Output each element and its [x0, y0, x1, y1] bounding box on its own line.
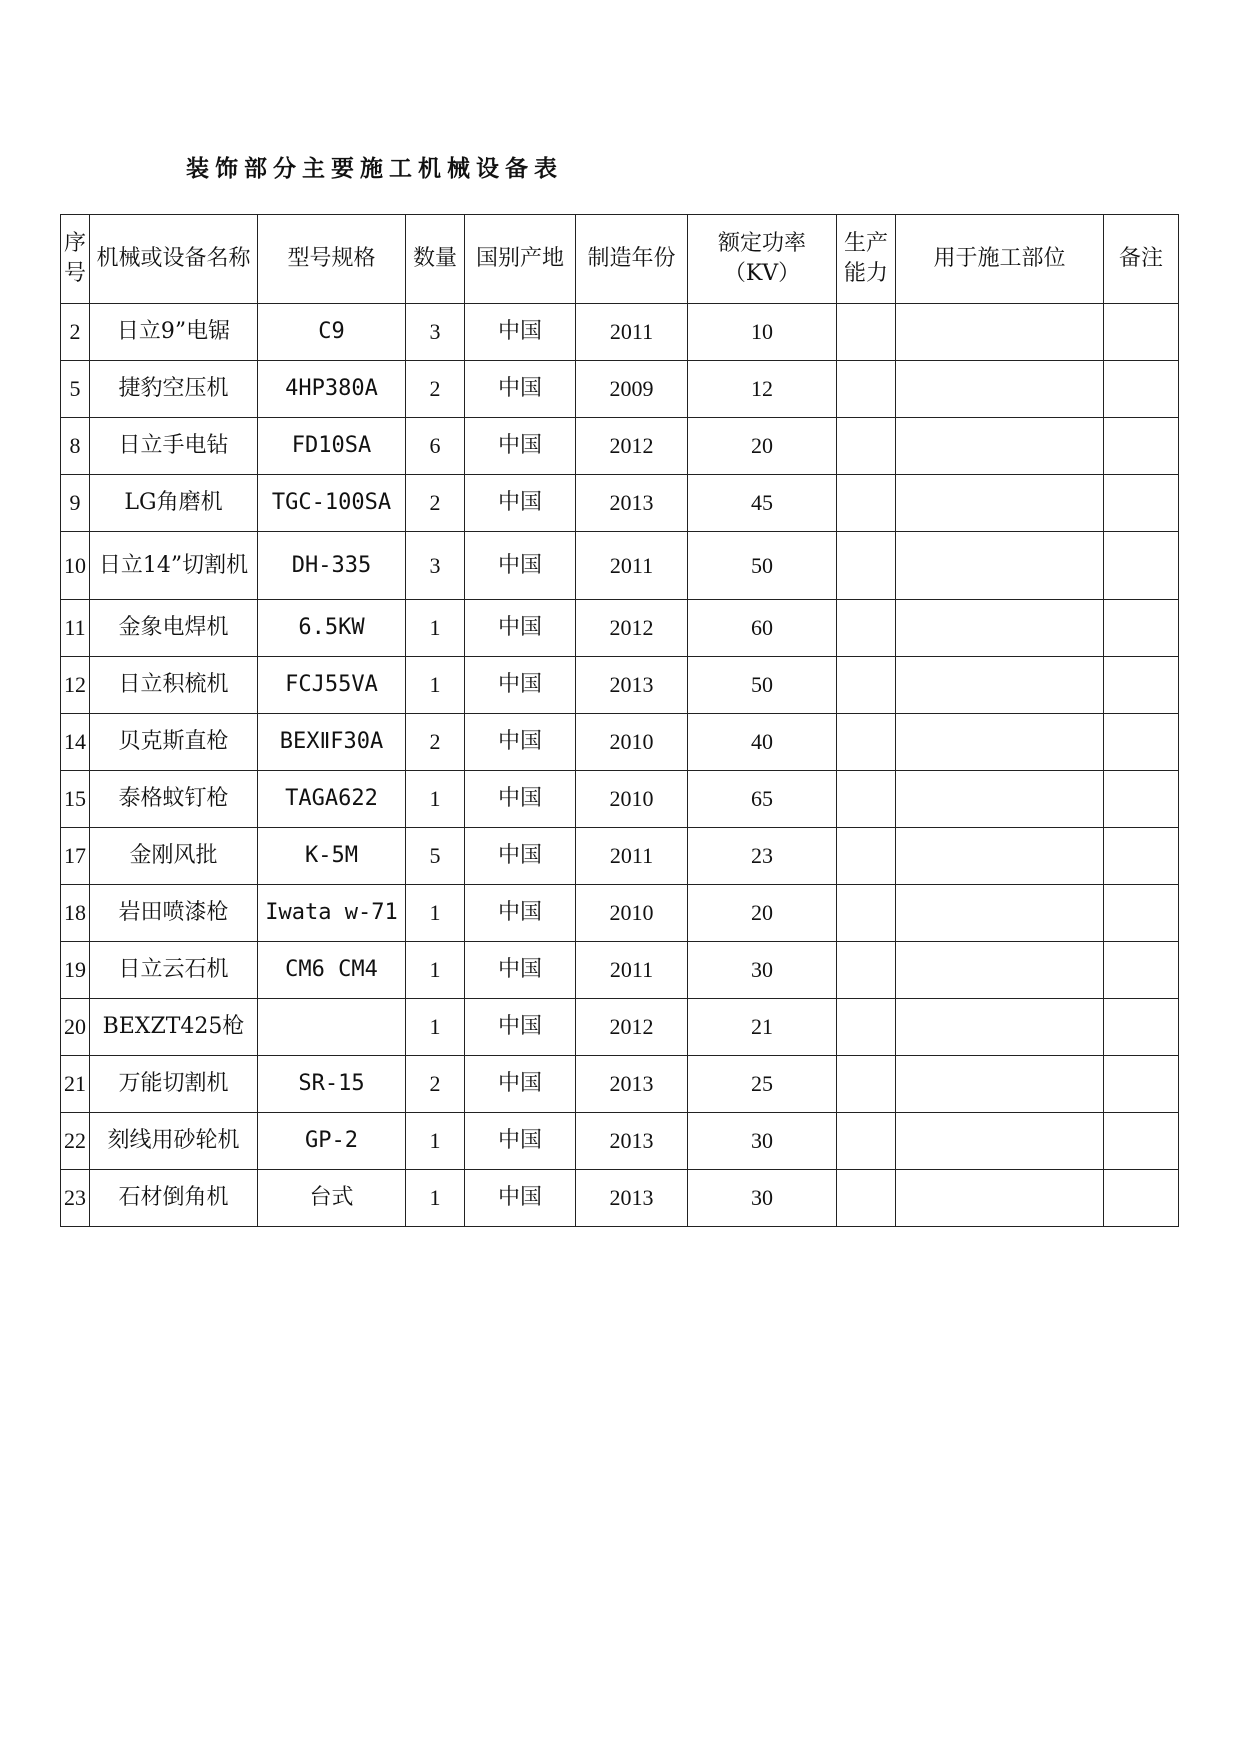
table-row [61, 475, 1179, 532]
equipment-table [60, 214, 1179, 1227]
cell-model: Iwata w-71 [258, 885, 406, 942]
cell-qty: 3 [406, 532, 465, 600]
cell-name: 石材倒角机 [90, 1170, 258, 1227]
table-row [61, 771, 1179, 828]
cell-name: 日立9”电锯 [90, 304, 258, 361]
cell-capacity [837, 1170, 896, 1227]
cell-origin: 中国 [465, 1113, 576, 1170]
table-row [61, 532, 1179, 600]
cell-seq: 11 [61, 600, 90, 657]
cell-seq: 2 [61, 304, 90, 361]
cell-remark [1104, 1056, 1179, 1113]
cell-origin: 中国 [465, 885, 576, 942]
cell-name: 金象电焊机 [90, 600, 258, 657]
table-body [61, 304, 1179, 1227]
cell-power: 20 [688, 418, 837, 475]
cell-year: 2013 [576, 1113, 688, 1170]
cell-capacity [837, 475, 896, 532]
cell-seq: 15 [61, 771, 90, 828]
header-qty: 数量 [406, 215, 465, 304]
cell-qty: 1 [406, 942, 465, 999]
cell-year: 2010 [576, 714, 688, 771]
cell-remark [1104, 475, 1179, 532]
cell-seq: 17 [61, 828, 90, 885]
cell-qty: 1 [406, 600, 465, 657]
cell-capacity [837, 714, 896, 771]
cell-capacity [837, 304, 896, 361]
cell-qty: 3 [406, 304, 465, 361]
cell-model: FD10SA [258, 418, 406, 475]
cell-usage [896, 532, 1104, 600]
cell-model: 4HP380A [258, 361, 406, 418]
cell-origin: 中国 [465, 532, 576, 600]
header-seq: 序号 [61, 215, 90, 304]
cell-remark [1104, 532, 1179, 600]
cell-power: 60 [688, 600, 837, 657]
cell-remark [1104, 999, 1179, 1056]
cell-power: 10 [688, 304, 837, 361]
cell-remark [1104, 418, 1179, 475]
table-row [61, 1113, 1179, 1170]
cell-usage [896, 828, 1104, 885]
cell-model: TGC-100SA [258, 475, 406, 532]
cell-usage [896, 999, 1104, 1056]
cell-name: 万能切割机 [90, 1056, 258, 1113]
cell-year: 2010 [576, 885, 688, 942]
cell-year: 2013 [576, 475, 688, 532]
cell-power: 30 [688, 1113, 837, 1170]
cell-power: 40 [688, 714, 837, 771]
table-row [61, 1056, 1179, 1113]
cell-power: 50 [688, 532, 837, 600]
cell-year: 2012 [576, 600, 688, 657]
cell-power: 12 [688, 361, 837, 418]
cell-power: 30 [688, 942, 837, 999]
cell-name: 日立14”切割机 [90, 532, 258, 600]
cell-capacity [837, 418, 896, 475]
cell-capacity [837, 942, 896, 999]
cell-capacity [837, 885, 896, 942]
cell-model: FCJ55VA [258, 657, 406, 714]
cell-origin: 中国 [465, 418, 576, 475]
cell-seq: 23 [61, 1170, 90, 1227]
cell-power: 65 [688, 771, 837, 828]
cell-qty: 1 [406, 771, 465, 828]
header-remark: 备注 [1104, 215, 1179, 304]
cell-model: 台式 [258, 1170, 406, 1227]
cell-year: 2009 [576, 361, 688, 418]
cell-capacity [837, 771, 896, 828]
cell-year: 2010 [576, 771, 688, 828]
cell-seq: 20 [61, 999, 90, 1056]
cell-name: BEXZT425枪 [90, 999, 258, 1056]
table-row [61, 657, 1179, 714]
cell-name: 日立云石机 [90, 942, 258, 999]
cell-name: 贝克斯直枪 [90, 714, 258, 771]
cell-remark [1104, 1170, 1179, 1227]
cell-usage [896, 1056, 1104, 1113]
cell-capacity [837, 600, 896, 657]
cell-remark [1104, 828, 1179, 885]
cell-remark [1104, 885, 1179, 942]
cell-qty: 1 [406, 1113, 465, 1170]
cell-remark [1104, 714, 1179, 771]
cell-seq: 21 [61, 1056, 90, 1113]
cell-seq: 22 [61, 1113, 90, 1170]
cell-origin: 中国 [465, 600, 576, 657]
cell-seq: 18 [61, 885, 90, 942]
cell-usage [896, 942, 1104, 999]
cell-origin: 中国 [465, 304, 576, 361]
cell-model: SR-15 [258, 1056, 406, 1113]
cell-remark [1104, 304, 1179, 361]
header-origin: 国别产地 [465, 215, 576, 304]
cell-power: 20 [688, 885, 837, 942]
cell-origin: 中国 [465, 999, 576, 1056]
cell-model: BEXⅡF30A [258, 714, 406, 771]
cell-origin: 中国 [465, 657, 576, 714]
cell-seq: 9 [61, 475, 90, 532]
cell-power: 25 [688, 1056, 837, 1113]
page-title: 装饰部分主要施工机械设备表 [186, 156, 563, 182]
cell-origin: 中国 [465, 1170, 576, 1227]
table-header-row [61, 215, 1179, 304]
cell-power: 50 [688, 657, 837, 714]
header-usage: 用于施工部位 [896, 215, 1104, 304]
cell-year: 2012 [576, 999, 688, 1056]
cell-usage [896, 714, 1104, 771]
cell-usage [896, 1113, 1104, 1170]
table-row [61, 885, 1179, 942]
cell-capacity [837, 657, 896, 714]
cell-usage [896, 361, 1104, 418]
cell-year: 2013 [576, 1170, 688, 1227]
cell-name: 金刚风批 [90, 828, 258, 885]
table-row [61, 1170, 1179, 1227]
cell-name: 日立积梳机 [90, 657, 258, 714]
cell-name: 日立手电钻 [90, 418, 258, 475]
table-row [61, 304, 1179, 361]
table-row [61, 999, 1179, 1056]
cell-remark [1104, 657, 1179, 714]
cell-usage [896, 1170, 1104, 1227]
cell-name: 岩田喷漆枪 [90, 885, 258, 942]
cell-origin: 中国 [465, 942, 576, 999]
cell-capacity [837, 828, 896, 885]
header-year: 制造年份 [576, 215, 688, 304]
cell-qty: 5 [406, 828, 465, 885]
cell-year: 2013 [576, 657, 688, 714]
table-row [61, 361, 1179, 418]
cell-origin: 中国 [465, 828, 576, 885]
cell-name: 刻线用砂轮机 [90, 1113, 258, 1170]
cell-capacity [837, 361, 896, 418]
cell-origin: 中国 [465, 475, 576, 532]
table-row [61, 714, 1179, 771]
cell-usage [896, 475, 1104, 532]
cell-remark [1104, 1113, 1179, 1170]
cell-name: LG角磨机 [90, 475, 258, 532]
cell-usage [896, 771, 1104, 828]
cell-origin: 中国 [465, 714, 576, 771]
cell-seq: 12 [61, 657, 90, 714]
cell-qty: 2 [406, 475, 465, 532]
header-name: 机械或设备名称 [90, 215, 258, 304]
cell-usage [896, 885, 1104, 942]
table-row [61, 600, 1179, 657]
cell-model: 6.5KW [258, 600, 406, 657]
cell-qty: 2 [406, 361, 465, 418]
cell-qty: 1 [406, 657, 465, 714]
header-capacity: 生产能力 [837, 215, 896, 304]
cell-power: 45 [688, 475, 837, 532]
cell-seq: 5 [61, 361, 90, 418]
cell-year: 2011 [576, 532, 688, 600]
cell-usage [896, 657, 1104, 714]
cell-origin: 中国 [465, 1056, 576, 1113]
cell-power: 23 [688, 828, 837, 885]
cell-usage [896, 418, 1104, 475]
cell-year: 2012 [576, 418, 688, 475]
cell-usage [896, 600, 1104, 657]
cell-origin: 中国 [465, 361, 576, 418]
cell-year: 2011 [576, 828, 688, 885]
cell-seq: 8 [61, 418, 90, 475]
cell-origin: 中国 [465, 771, 576, 828]
cell-capacity [837, 1113, 896, 1170]
cell-qty: 2 [406, 714, 465, 771]
cell-remark [1104, 942, 1179, 999]
cell-seq: 10 [61, 532, 90, 600]
cell-year: 2011 [576, 942, 688, 999]
header-model: 型号规格 [258, 215, 406, 304]
header-power: 额定功率（KV） [688, 215, 837, 304]
cell-seq: 14 [61, 714, 90, 771]
table-row [61, 418, 1179, 475]
cell-year: 2011 [576, 304, 688, 361]
table-row [61, 828, 1179, 885]
cell-model: CM6 CM4 [258, 942, 406, 999]
cell-power: 21 [688, 999, 837, 1056]
cell-capacity [837, 999, 896, 1056]
cell-name: 泰格蚊钉枪 [90, 771, 258, 828]
cell-power: 30 [688, 1170, 837, 1227]
cell-usage [896, 304, 1104, 361]
cell-model: C9 [258, 304, 406, 361]
cell-capacity [837, 532, 896, 600]
cell-remark [1104, 361, 1179, 418]
table-row [61, 942, 1179, 999]
cell-model: K-5M [258, 828, 406, 885]
cell-model [258, 999, 406, 1056]
cell-qty: 1 [406, 999, 465, 1056]
cell-seq: 19 [61, 942, 90, 999]
cell-remark [1104, 771, 1179, 828]
cell-model: GP-2 [258, 1113, 406, 1170]
cell-model: DH-335 [258, 532, 406, 600]
cell-qty: 2 [406, 1056, 465, 1113]
cell-remark [1104, 600, 1179, 657]
cell-qty: 1 [406, 885, 465, 942]
cell-qty: 6 [406, 418, 465, 475]
cell-name: 捷豹空压机 [90, 361, 258, 418]
cell-capacity [837, 1056, 896, 1113]
cell-qty: 1 [406, 1170, 465, 1227]
cell-model: TAGA622 [258, 771, 406, 828]
cell-year: 2013 [576, 1056, 688, 1113]
